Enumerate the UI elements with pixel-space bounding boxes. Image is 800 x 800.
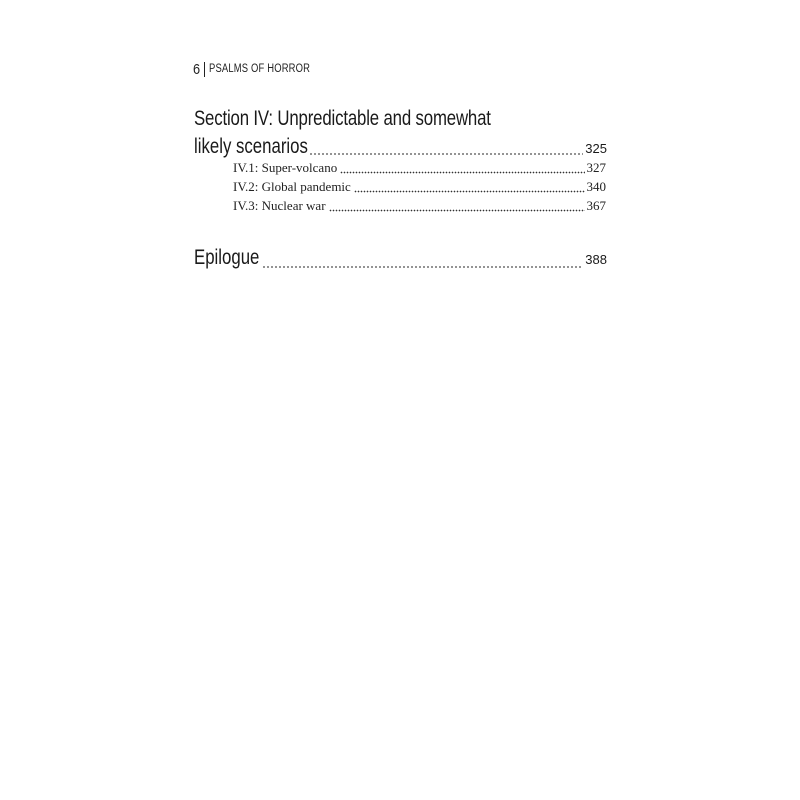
section-title: Section IV: Unpredictable and somewhat (194, 107, 491, 130)
toc-subentry[interactable] (233, 179, 606, 197)
toc-subentry-page: 340 (586, 179, 606, 194)
dot-leader (309, 152, 583, 156)
toc-epilogue-entry[interactable] (194, 246, 607, 274)
toc-epilogue-label: Epilogue (194, 246, 260, 269)
toc-subentry-page: 367 (586, 198, 606, 213)
toc-subentry-label: IV.2: Global pandemic (233, 179, 351, 194)
running-header (193, 59, 332, 79)
book-title: PSALMS OF HORROR (209, 63, 311, 75)
page-number: 6 (193, 60, 201, 78)
toc-section-entry[interactable] (194, 135, 607, 161)
toc-subentry[interactable] (233, 160, 606, 178)
toc-subentry-label: IV.1: Super-volcano (233, 160, 338, 175)
toc-epilogue-page: 388 (585, 252, 607, 267)
dot-leader (329, 209, 585, 212)
dot-leader (262, 265, 583, 269)
toc-subentry-page: 327 (586, 160, 606, 175)
dot-leader (354, 190, 585, 193)
toc-subentry[interactable] (233, 198, 606, 216)
dot-leader (340, 171, 584, 174)
toc-section-page: 325 (585, 141, 607, 156)
toc-subentry-label: IV.3: Nuclear war (233, 198, 326, 213)
toc-section-label: likely scenarios (194, 135, 308, 158)
header-divider (204, 62, 205, 77)
